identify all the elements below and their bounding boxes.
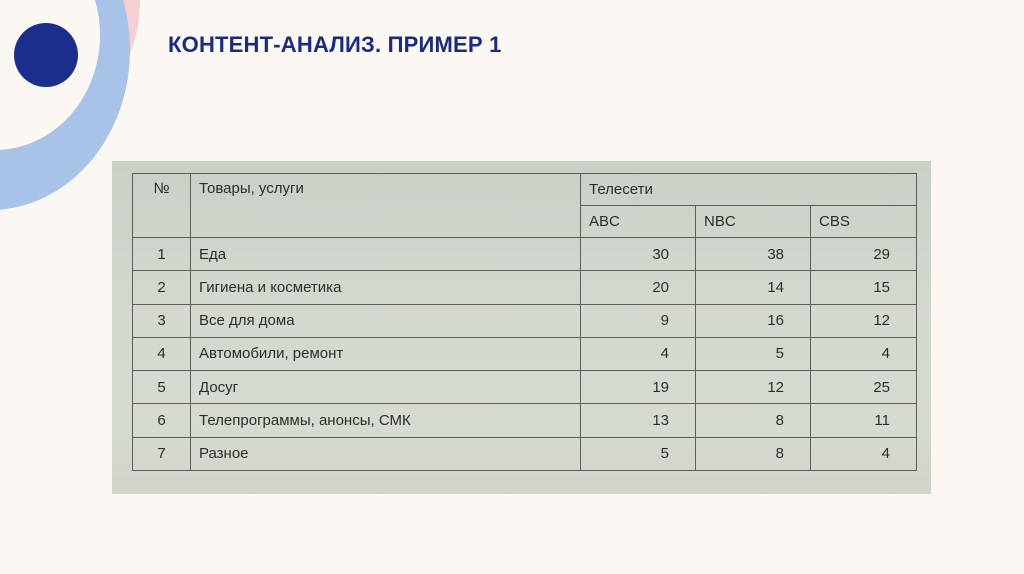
cell-abc: 30 <box>581 238 696 271</box>
cell-nbc: 5 <box>696 337 811 370</box>
cell-nbc: 14 <box>696 271 811 304</box>
row-number: 5 <box>133 371 191 404</box>
table-header-row <box>133 174 917 206</box>
cell-abc: 5 <box>581 437 696 470</box>
cell-abc: 9 <box>581 304 696 337</box>
header-abc: ABC <box>581 206 696 238</box>
cell-cbs: 25 <box>811 371 917 404</box>
table-row <box>133 238 917 271</box>
table-row <box>133 337 917 370</box>
row-item: Досуг <box>191 371 581 404</box>
cell-nbc: 8 <box>696 437 811 470</box>
row-item: Разное <box>191 437 581 470</box>
table-row <box>133 371 917 404</box>
cell-nbc: 16 <box>696 304 811 337</box>
table-row <box>133 404 917 437</box>
row-item: Все для дома <box>191 304 581 337</box>
row-number: 7 <box>133 437 191 470</box>
cell-cbs: 4 <box>811 337 917 370</box>
row-item: Гигиена и косметика <box>191 271 581 304</box>
cell-nbc: 8 <box>696 404 811 437</box>
header-networks: Телесети <box>581 174 917 206</box>
row-number: 1 <box>133 238 191 271</box>
cell-cbs: 11 <box>811 404 917 437</box>
decorative-navy-dot <box>14 23 78 87</box>
row-number: 6 <box>133 404 191 437</box>
cell-abc: 19 <box>581 371 696 404</box>
row-item: Еда <box>191 238 581 271</box>
cell-nbc: 38 <box>696 238 811 271</box>
cell-cbs: 29 <box>811 238 917 271</box>
table-photo <box>112 161 931 494</box>
header-nbc: NBC <box>696 206 811 238</box>
row-number: 4 <box>133 337 191 370</box>
cell-abc: 20 <box>581 271 696 304</box>
cell-cbs: 15 <box>811 271 917 304</box>
header-cbs: CBS <box>811 206 917 238</box>
header-goods: Товары, услуги <box>191 174 581 238</box>
slide-title: КОНТЕНТ-АНАЛИЗ. ПРИМЕР 1 <box>168 32 502 57</box>
cell-abc: 13 <box>581 404 696 437</box>
header-number: № <box>133 174 191 238</box>
content-analysis-table <box>132 173 917 471</box>
cell-abc: 4 <box>581 337 696 370</box>
cell-cbs: 12 <box>811 304 917 337</box>
table-row <box>133 304 917 337</box>
row-number: 3 <box>133 304 191 337</box>
row-number: 2 <box>133 271 191 304</box>
table-row <box>133 271 917 304</box>
row-item: Телепрограммы, анонсы, СМК <box>191 404 581 437</box>
cell-nbc: 12 <box>696 371 811 404</box>
table-row <box>133 437 917 470</box>
row-item: Автомобили, ремонт <box>191 337 581 370</box>
cell-cbs: 4 <box>811 437 917 470</box>
